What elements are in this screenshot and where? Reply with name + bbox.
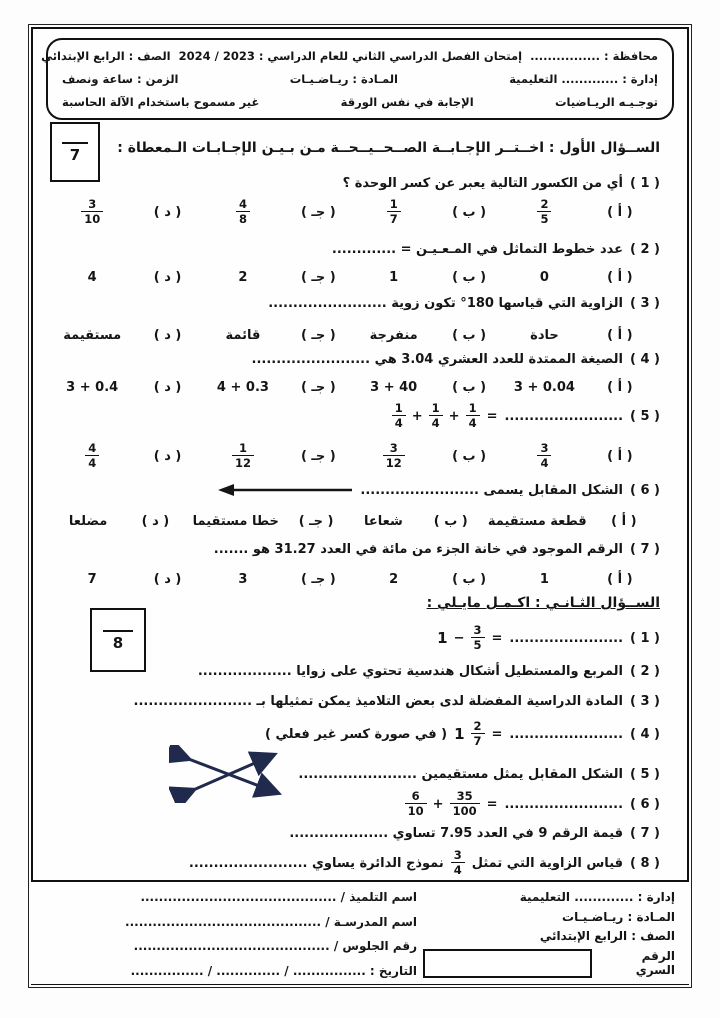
option-d-label: ( د ) (141, 514, 170, 529)
secret-number-row (423, 949, 675, 978)
item-2-number: ( 2 ) (630, 664, 660, 679)
option-d-label: ( د ) (153, 448, 182, 464)
item-8-text-after: نموذج الدائرة يساوي ........................ (188, 855, 444, 871)
item-1 (437, 624, 660, 652)
q3-option-d: مستقيمة (63, 328, 122, 343)
question-4-options (58, 380, 654, 395)
item-7 (289, 826, 660, 841)
equals-sign: = (491, 726, 503, 742)
section1-score-box (50, 122, 100, 182)
question-6 (218, 482, 660, 498)
question-1-number: ( 1 ) (630, 176, 660, 191)
time-label: الزمن : ساعة ونصف (62, 71, 179, 86)
item-3 (134, 694, 661, 709)
fraction: $\frac{1}{4}$ (429, 402, 443, 430)
math-guidance-label: توجـيـه الريـاضيات (554, 94, 658, 109)
score-blank-line (62, 142, 89, 144)
q7-option-b: 2 (389, 572, 399, 587)
whole-number: 1 (454, 725, 465, 744)
fraction: $\frac{3}{12}$ (383, 442, 405, 470)
option-c-label: ( جـ ) (300, 380, 336, 395)
fraction: $\frac{3}{5}$ (471, 624, 485, 652)
fraction: $\frac{1}{12}$ (232, 442, 254, 470)
q7-option-a: 1 (539, 572, 549, 587)
header-row-1 (41, 49, 658, 64)
item-8-text-before: قياس الزاوية التي تمثل (471, 855, 624, 871)
question-1 (343, 176, 660, 191)
item-7-text: قيمة الرقم 9 في العدد 7.95 تساوي .................... (289, 826, 624, 841)
option-b-label: ( ب ) (452, 328, 487, 343)
secret-number-label: الرقم السري (635, 949, 675, 978)
q4-option-c: 4 + 0.3 (216, 380, 269, 395)
q6-option-c: خطا مستقيما (192, 514, 279, 529)
section1-title (117, 140, 660, 156)
item-8-number: ( 8 ) (630, 855, 660, 871)
option-b-label: ( ب ) (452, 380, 487, 395)
option-a-label: ( أ ) (607, 448, 633, 464)
section2-max-score: 8 (112, 633, 124, 652)
whole-number: 1 (437, 629, 448, 648)
ray-arrow-figure (218, 482, 353, 498)
q3-option-a: حادة (530, 328, 559, 343)
option-a-label: ( أ ) (607, 380, 633, 395)
footer-left-column (41, 890, 417, 978)
question-7-text: الرقم الموجود في خانة الجزء من مائة في العدد 31.27 هو ....... (213, 542, 624, 557)
plus-sign: + (432, 796, 444, 812)
governorate-field: محافظة : ................ (530, 49, 658, 64)
item-6 (405, 790, 660, 818)
q6-option-b: شعاعا (364, 514, 403, 529)
q4-option-a: 3 + 0.04 (513, 380, 575, 395)
option-d-label: ( د ) (153, 204, 182, 220)
item-1-expression (437, 624, 484, 652)
question-1-options (58, 198, 654, 226)
q2-option-d: 4 (87, 270, 97, 285)
exam-header (41, 38, 674, 120)
fraction: $\frac{2}{7}$ (471, 720, 485, 748)
score-blank-line (103, 630, 133, 632)
footer-grade: الصف : الرابع الإبتدائي (539, 929, 675, 944)
footer-info-strip (31, 880, 689, 984)
q3-option-b: منفرجة (369, 328, 418, 343)
page-inner-border (31, 27, 689, 985)
fraction: $\frac{2}{5}$ (537, 198, 551, 226)
q2-option-a: 0 (539, 270, 549, 285)
item-6-expression (405, 790, 480, 818)
item-5-text: الشكل المقابل يمثل مستقيمين ........................ (298, 766, 624, 782)
question-3-text: الزاوية التي قياسها 180° تكون زوية ........................ (268, 296, 624, 311)
question-2-text: عدد خطوط التماثل في المـعـيـن = ............. (331, 242, 624, 257)
student-name-field: اسم التلميذ / ........................................... (140, 890, 417, 904)
question-6-options (58, 514, 654, 529)
item-8 (189, 849, 660, 877)
q1-option-d (58, 198, 126, 226)
item-6-blank: ........................ (504, 796, 624, 812)
option-a-label: ( أ ) (611, 514, 637, 529)
question-5 (392, 402, 660, 430)
item-4-blank: ....................... (509, 726, 624, 742)
option-a-label: ( أ ) (607, 270, 633, 285)
fraction: $\frac{1}{4}$ (392, 402, 406, 430)
q6-option-d: مضلعا (68, 514, 108, 529)
q2-option-c: 2 (238, 270, 248, 285)
question-3-number: ( 3 ) (630, 296, 660, 311)
q5-option-d (58, 442, 126, 470)
section1-title-text: الســؤال الأول : اخــتــر الإجـابــة الصــحــيــحــة مـن بـيـن الإجـابـات الـمعطاة : (117, 140, 660, 156)
question-6-number: ( 6 ) (630, 482, 660, 498)
item-7-number: ( 7 ) (630, 826, 660, 841)
grade-label: الصف : الرابع الإبتدائي (41, 49, 171, 64)
equals-sign: = (491, 630, 503, 646)
item-4-number: ( 4 ) (630, 726, 660, 742)
option-b-label: ( ب ) (433, 514, 468, 529)
date-field: التاريخ : ................ / .............. / ................ (130, 963, 417, 978)
page-border (28, 24, 692, 988)
option-a-label: ( أ ) (607, 328, 633, 343)
secret-number-box (423, 949, 592, 978)
question-4 (252, 352, 660, 367)
item-5-number: ( 5 ) (630, 766, 660, 782)
option-c-label: ( جـ ) (298, 514, 334, 529)
q2-option-b: 1 (389, 270, 399, 285)
question-7-number: ( 7 ) (630, 542, 660, 557)
question-6-text: الشكل المقابل يسمى ........................ (360, 482, 624, 498)
item-3-text: المادة الدراسية المفضلة لدى بعض التلاميذ يمكن تمثيلها بـ ........................ (133, 694, 624, 709)
option-d-label: ( د ) (153, 380, 182, 395)
option-a-label: ( أ ) (607, 572, 633, 587)
fraction: $\frac{35}{100}$ (450, 790, 480, 818)
footer-right-column (423, 890, 675, 978)
option-c-label: ( جـ ) (300, 448, 336, 464)
q3-option-c: قائمة (225, 328, 261, 343)
q5-option-a (510, 442, 578, 470)
option-c-label: ( جـ ) (300, 328, 336, 343)
q5-option-b (360, 442, 428, 470)
option-b-label: ( ب ) (452, 448, 487, 464)
header-row-2 (62, 72, 658, 86)
equals-sign: = (486, 796, 498, 812)
option-d-label: ( د ) (153, 328, 182, 343)
question-1-text: أي من الكسور التالية يعبر عن كسر الوحدة ؟ (342, 176, 624, 191)
section2-title (427, 595, 660, 611)
item-3-number: ( 3 ) (630, 694, 660, 709)
fraction: $\frac{4}{4}$ (85, 442, 99, 470)
item-1-blank: ....................... (509, 630, 624, 646)
item-4-note: ( في صورة كسر غير فعلي ) (265, 726, 448, 742)
plus-sign: + (448, 408, 460, 424)
fraction: $\frac{3}{4}$ (537, 442, 551, 470)
exam-title: إمتحان الفصل الدراسي الثاني للعام الدراسي : 2023 / 2024 (178, 49, 523, 64)
q7-option-c: 3 (238, 572, 248, 587)
equals-sign: = (486, 408, 498, 424)
plus-sign: + (411, 408, 423, 424)
q1-option-a (510, 198, 578, 226)
q1-option-c (209, 198, 277, 226)
q6-option-a: قطعة مستقيمة (487, 514, 587, 529)
q5-option-c (209, 442, 277, 470)
option-b-label: ( ب ) (452, 572, 487, 587)
school-name-field: اسم المدرسـة / ........................................... (125, 914, 417, 929)
question-7-options (58, 572, 654, 587)
question-3 (268, 296, 660, 311)
question-3-options (58, 328, 654, 343)
item-1-number: ( 1 ) (630, 630, 660, 646)
footer-subject: المـادة : ريـاضـيـات (562, 909, 675, 924)
q1-option-b (360, 198, 428, 226)
question-5-blank: ........................ (504, 408, 624, 424)
fraction: $\frac{3}{10}$ (81, 198, 103, 226)
question-2-options (58, 270, 654, 285)
section2-score-box (90, 608, 146, 672)
no-calculator-label: غير مسموح باستخدام الآلة الحاسبة (62, 94, 260, 109)
section2-title-text: الســؤال الثـانـي : اكـمـل مايـلي : (426, 595, 660, 611)
option-c-label: ( جـ ) (300, 572, 336, 587)
option-d-label: ( د ) (153, 572, 182, 587)
question-5-number: ( 5 ) (630, 408, 660, 424)
footer-administration: إدارة : ............. التعليمية (519, 890, 675, 904)
subject-label: المـادة : ريـاضـيـات (289, 71, 398, 86)
question-5-options (58, 442, 654, 470)
minus-sign: − (453, 630, 465, 646)
item-2-text: المربع والمستطيل أشكال هندسية تحتوي على زوايا ................... (197, 664, 624, 679)
intersecting-lines-figure (169, 745, 291, 803)
question-2-number: ( 2 ) (630, 242, 660, 257)
fraction: $\frac{3}{4}$ (451, 849, 465, 877)
question-7 (214, 542, 660, 557)
seat-number-field: رقم الجلوس / ........................................... (133, 939, 417, 954)
option-c-label: ( جـ ) (300, 204, 336, 220)
q7-option-d: 7 (87, 572, 97, 587)
item-2 (198, 664, 660, 679)
q4-option-b: 3 + 40 (370, 380, 418, 395)
administration-field: إدارة : ............. التعليمية (509, 71, 658, 86)
fraction: $\frac{1}{7}$ (387, 198, 401, 226)
option-a-label: ( أ ) (607, 204, 633, 220)
fraction: $\frac{4}{8}$ (236, 198, 250, 226)
item-6-number: ( 6 ) (630, 796, 660, 812)
header-row-3 (62, 95, 658, 109)
question-5-expression (392, 402, 480, 430)
fraction: $\frac{6}{10}$ (405, 790, 427, 818)
q4-option-d: 3 + 0.4 (66, 380, 119, 395)
section1-max-score: 7 (69, 145, 81, 164)
question-4-number: ( 4 ) (630, 352, 660, 367)
fraction: $\frac{1}{4}$ (466, 402, 480, 430)
option-b-label: ( ب ) (452, 204, 487, 220)
option-c-label: ( جـ ) (300, 270, 336, 285)
option-b-label: ( ب ) (452, 270, 487, 285)
question-2 (332, 242, 660, 257)
answer-on-paper-label: الإجابة في نفس الورقة (340, 94, 474, 109)
option-d-label: ( د ) (153, 270, 182, 285)
question-4-text: الصيغة الممتدة للعدد العشري 3.04 هي ........................ (251, 352, 624, 367)
